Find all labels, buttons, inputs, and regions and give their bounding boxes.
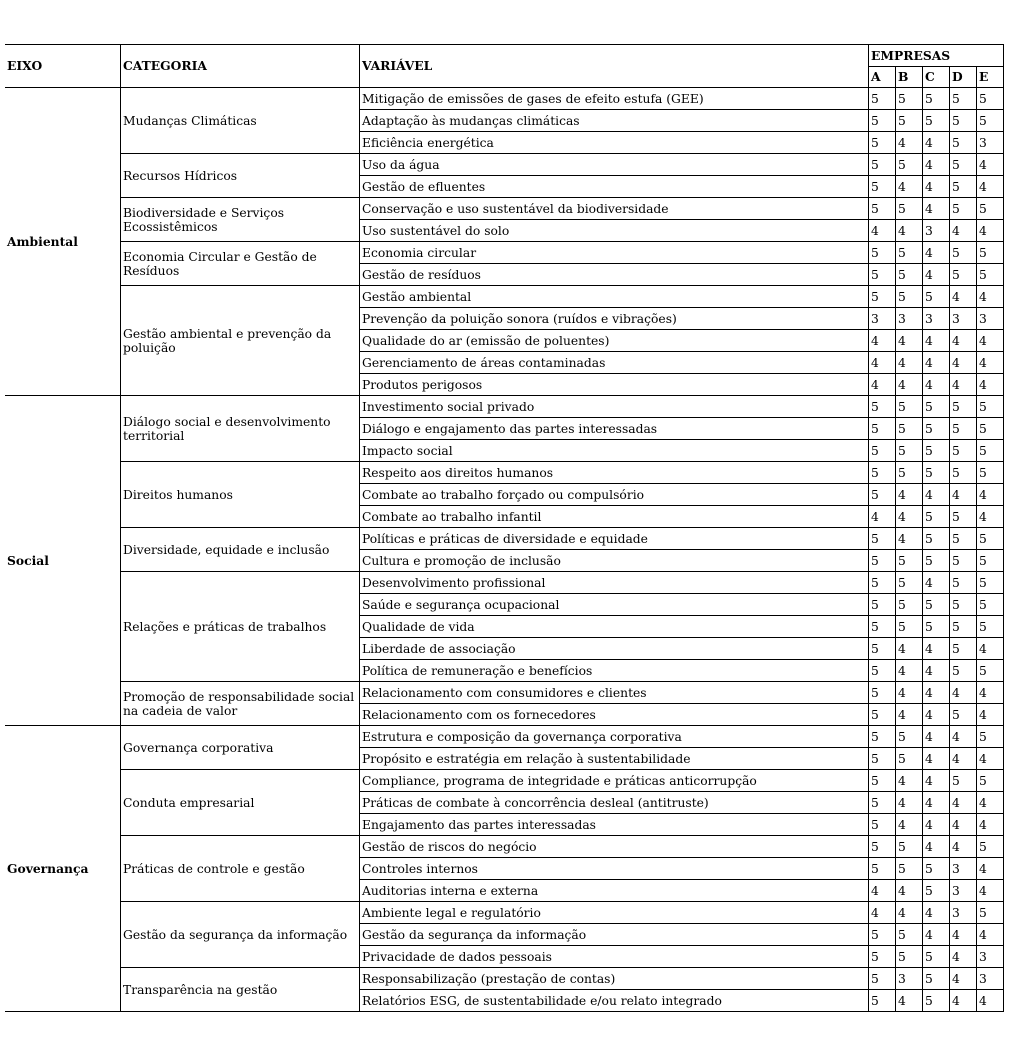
table-row bbox=[5, 198, 1004, 220]
score-cell-d: 5 bbox=[950, 198, 977, 220]
score-cell-d: 4 bbox=[950, 286, 977, 308]
variavel-cell: Estrutura e composição da governança corporativa bbox=[360, 726, 869, 748]
score-cell-b: 5 bbox=[896, 550, 923, 572]
score-cell-c: 5 bbox=[923, 396, 950, 418]
score-cell-b: 5 bbox=[896, 198, 923, 220]
categoria-cell: Direitos humanos bbox=[121, 462, 360, 528]
categoria-cell: Promoção de responsabilidade social na cadeia de valor bbox=[121, 682, 360, 726]
score-cell-a: 5 bbox=[869, 968, 896, 990]
score-cell-c: 4 bbox=[923, 572, 950, 594]
score-cell-b: 4 bbox=[896, 814, 923, 836]
score-cell-c: 4 bbox=[923, 792, 950, 814]
score-cell-e: 4 bbox=[977, 286, 1004, 308]
table-row bbox=[5, 572, 1004, 594]
variavel-cell: Auditorias interna e externa bbox=[360, 880, 869, 902]
score-cell-e: 4 bbox=[977, 154, 1004, 176]
table-row bbox=[5, 968, 1004, 990]
score-cell-a: 5 bbox=[869, 704, 896, 726]
header-company-a: A bbox=[869, 67, 896, 88]
score-cell-c: 4 bbox=[923, 704, 950, 726]
score-cell-b: 5 bbox=[896, 396, 923, 418]
score-cell-e: 5 bbox=[977, 528, 1004, 550]
score-cell-e: 5 bbox=[977, 264, 1004, 286]
score-cell-d: 4 bbox=[950, 968, 977, 990]
score-cell-b: 4 bbox=[896, 880, 923, 902]
score-cell-b: 4 bbox=[896, 770, 923, 792]
variavel-cell: Gestão de resíduos bbox=[360, 264, 869, 286]
variavel-cell: Desenvolvimento profissional bbox=[360, 572, 869, 594]
score-cell-e: 4 bbox=[977, 484, 1004, 506]
variavel-cell: Relacionamento com consumidores e clientes bbox=[360, 682, 869, 704]
table-row bbox=[5, 902, 1004, 924]
score-cell-d: 5 bbox=[950, 770, 977, 792]
variavel-cell: Propósito e estratégia em relação à sustentabilidade bbox=[360, 748, 869, 770]
score-cell-c: 3 bbox=[923, 308, 950, 330]
variavel-cell: Produtos perigosos bbox=[360, 374, 869, 396]
variavel-cell: Políticas e práticas de diversidade e equidade bbox=[360, 528, 869, 550]
table-body bbox=[5, 88, 1004, 1012]
score-cell-e: 5 bbox=[977, 396, 1004, 418]
categoria-cell: Práticas de controle e gestão bbox=[121, 836, 360, 902]
score-cell-a: 5 bbox=[869, 638, 896, 660]
score-cell-d: 4 bbox=[950, 946, 977, 968]
score-cell-c: 5 bbox=[923, 968, 950, 990]
score-cell-e: 5 bbox=[977, 242, 1004, 264]
variavel-cell: Práticas de combate à concorrência desleal (antitruste) bbox=[360, 792, 869, 814]
score-cell-a: 5 bbox=[869, 154, 896, 176]
score-cell-d: 5 bbox=[950, 572, 977, 594]
score-cell-a: 4 bbox=[869, 506, 896, 528]
score-cell-d: 4 bbox=[950, 374, 977, 396]
score-cell-d: 3 bbox=[950, 902, 977, 924]
variavel-cell: Gerenciamento de áreas contaminadas bbox=[360, 352, 869, 374]
score-cell-b: 5 bbox=[896, 462, 923, 484]
score-cell-b: 5 bbox=[896, 440, 923, 462]
score-cell-b: 5 bbox=[896, 858, 923, 880]
score-cell-d: 5 bbox=[950, 88, 977, 110]
score-cell-c: 4 bbox=[923, 484, 950, 506]
score-cell-a: 5 bbox=[869, 858, 896, 880]
score-cell-c: 4 bbox=[923, 814, 950, 836]
variavel-cell: Prevenção da poluição sonora (ruídos e vibrações) bbox=[360, 308, 869, 330]
header-company-d: D bbox=[950, 67, 977, 88]
score-cell-a: 5 bbox=[869, 946, 896, 968]
esg-evaluation-table bbox=[5, 44, 1004, 1012]
variavel-cell: Investimento social privado bbox=[360, 396, 869, 418]
variavel-cell: Uso sustentável do solo bbox=[360, 220, 869, 242]
score-cell-a: 5 bbox=[869, 836, 896, 858]
score-cell-a: 5 bbox=[869, 550, 896, 572]
score-cell-c: 5 bbox=[923, 286, 950, 308]
score-cell-c: 4 bbox=[923, 726, 950, 748]
eixo-cell: Governança bbox=[5, 726, 121, 1012]
score-cell-e: 4 bbox=[977, 858, 1004, 880]
score-cell-d: 5 bbox=[950, 396, 977, 418]
score-cell-d: 5 bbox=[950, 616, 977, 638]
eixo-cell: Social bbox=[5, 396, 121, 726]
score-cell-a: 3 bbox=[869, 308, 896, 330]
score-cell-a: 5 bbox=[869, 660, 896, 682]
score-cell-b: 5 bbox=[896, 946, 923, 968]
variavel-cell: Economia circular bbox=[360, 242, 869, 264]
score-cell-b: 4 bbox=[896, 682, 923, 704]
score-cell-d: 5 bbox=[950, 418, 977, 440]
score-cell-b: 4 bbox=[896, 220, 923, 242]
variavel-cell: Relatórios ESG, de sustentabilidade e/ou relato integrado bbox=[360, 990, 869, 1012]
score-cell-b: 4 bbox=[896, 638, 923, 660]
score-cell-e: 5 bbox=[977, 726, 1004, 748]
score-cell-e: 5 bbox=[977, 418, 1004, 440]
score-cell-a: 5 bbox=[869, 792, 896, 814]
score-cell-a: 5 bbox=[869, 132, 896, 154]
score-cell-a: 5 bbox=[869, 88, 896, 110]
score-cell-e: 4 bbox=[977, 748, 1004, 770]
variavel-cell: Diálogo e engajamento das partes interessadas bbox=[360, 418, 869, 440]
score-cell-c: 5 bbox=[923, 506, 950, 528]
header-categoria: CATEGORIA bbox=[121, 45, 360, 88]
score-cell-a: 4 bbox=[869, 880, 896, 902]
score-cell-e: 5 bbox=[977, 902, 1004, 924]
score-cell-a: 5 bbox=[869, 770, 896, 792]
score-cell-c: 4 bbox=[923, 132, 950, 154]
variavel-cell: Privacidade de dados pessoais bbox=[360, 946, 869, 968]
score-cell-c: 3 bbox=[923, 220, 950, 242]
score-cell-e: 5 bbox=[977, 88, 1004, 110]
score-cell-a: 5 bbox=[869, 110, 896, 132]
score-cell-b: 4 bbox=[896, 660, 923, 682]
variavel-cell: Eficiência energética bbox=[360, 132, 869, 154]
score-cell-b: 5 bbox=[896, 748, 923, 770]
score-cell-c: 5 bbox=[923, 550, 950, 572]
score-cell-b: 4 bbox=[896, 506, 923, 528]
score-cell-d: 3 bbox=[950, 308, 977, 330]
score-cell-e: 4 bbox=[977, 176, 1004, 198]
score-cell-e: 5 bbox=[977, 594, 1004, 616]
score-cell-b: 5 bbox=[896, 154, 923, 176]
score-cell-d: 4 bbox=[950, 990, 977, 1012]
score-cell-c: 4 bbox=[923, 176, 950, 198]
score-cell-b: 5 bbox=[896, 836, 923, 858]
score-cell-e: 5 bbox=[977, 770, 1004, 792]
variavel-cell: Mitigação de emissões de gases de efeito estufa (GEE) bbox=[360, 88, 869, 110]
score-cell-e: 4 bbox=[977, 704, 1004, 726]
categoria-cell: Relações e práticas de trabalhos bbox=[121, 572, 360, 682]
score-cell-e: 5 bbox=[977, 550, 1004, 572]
score-cell-a: 4 bbox=[869, 330, 896, 352]
score-cell-c: 4 bbox=[923, 330, 950, 352]
score-cell-e: 5 bbox=[977, 616, 1004, 638]
score-cell-e: 4 bbox=[977, 880, 1004, 902]
score-cell-e: 3 bbox=[977, 308, 1004, 330]
score-cell-b: 4 bbox=[896, 792, 923, 814]
score-cell-b: 5 bbox=[896, 88, 923, 110]
score-cell-d: 5 bbox=[950, 242, 977, 264]
variavel-cell: Compliance, programa de integridade e práticas anticorrupção bbox=[360, 770, 869, 792]
score-cell-e: 4 bbox=[977, 638, 1004, 660]
score-cell-a: 5 bbox=[869, 990, 896, 1012]
score-cell-c: 4 bbox=[923, 374, 950, 396]
table-row bbox=[5, 726, 1004, 748]
categoria-cell: Diversidade, equidade e inclusão bbox=[121, 528, 360, 572]
header-eixo: EIXO bbox=[5, 45, 121, 88]
table-row bbox=[5, 682, 1004, 704]
score-cell-c: 4 bbox=[923, 902, 950, 924]
categoria-cell: Diálogo social e desenvolvimento territorial bbox=[121, 396, 360, 462]
score-cell-d: 5 bbox=[950, 154, 977, 176]
variavel-cell: Ambiente legal e regulatório bbox=[360, 902, 869, 924]
score-cell-e: 3 bbox=[977, 132, 1004, 154]
score-cell-a: 5 bbox=[869, 198, 896, 220]
variavel-cell: Conservação e uso sustentável da biodiversidade bbox=[360, 198, 869, 220]
score-cell-d: 5 bbox=[950, 176, 977, 198]
score-cell-a: 5 bbox=[869, 594, 896, 616]
score-cell-b: 5 bbox=[896, 264, 923, 286]
score-cell-c: 4 bbox=[923, 748, 950, 770]
score-cell-a: 5 bbox=[869, 682, 896, 704]
score-cell-b: 4 bbox=[896, 374, 923, 396]
score-cell-a: 4 bbox=[869, 902, 896, 924]
score-cell-e: 4 bbox=[977, 792, 1004, 814]
score-cell-b: 5 bbox=[896, 110, 923, 132]
score-cell-e: 5 bbox=[977, 836, 1004, 858]
variavel-cell: Adaptação às mudanças climáticas bbox=[360, 110, 869, 132]
score-cell-d: 4 bbox=[950, 220, 977, 242]
score-cell-e: 5 bbox=[977, 572, 1004, 594]
score-cell-c: 5 bbox=[923, 110, 950, 132]
score-cell-c: 5 bbox=[923, 418, 950, 440]
score-cell-b: 5 bbox=[896, 726, 923, 748]
score-cell-e: 5 bbox=[977, 462, 1004, 484]
variavel-cell: Gestão de riscos do negócio bbox=[360, 836, 869, 858]
categoria-cell: Mudanças Climáticas bbox=[121, 88, 360, 154]
variavel-cell: Impacto social bbox=[360, 440, 869, 462]
score-cell-d: 4 bbox=[950, 748, 977, 770]
variavel-cell: Uso da água bbox=[360, 154, 869, 176]
variavel-cell: Controles internos bbox=[360, 858, 869, 880]
header-company-e: E bbox=[977, 67, 1004, 88]
score-cell-b: 5 bbox=[896, 286, 923, 308]
score-cell-c: 5 bbox=[923, 88, 950, 110]
score-cell-d: 5 bbox=[950, 550, 977, 572]
score-cell-a: 5 bbox=[869, 616, 896, 638]
score-cell-a: 5 bbox=[869, 264, 896, 286]
score-cell-e: 4 bbox=[977, 506, 1004, 528]
score-cell-a: 5 bbox=[869, 484, 896, 506]
score-cell-c: 4 bbox=[923, 154, 950, 176]
score-cell-c: 5 bbox=[923, 528, 950, 550]
score-cell-d: 5 bbox=[950, 462, 977, 484]
categoria-cell: Gestão ambiental e prevenção da poluição bbox=[121, 286, 360, 396]
score-cell-e: 3 bbox=[977, 968, 1004, 990]
score-cell-b: 5 bbox=[896, 242, 923, 264]
score-cell-d: 4 bbox=[950, 792, 977, 814]
score-cell-d: 5 bbox=[950, 704, 977, 726]
table-row bbox=[5, 242, 1004, 264]
table-row bbox=[5, 396, 1004, 418]
score-cell-d: 3 bbox=[950, 858, 977, 880]
score-cell-c: 4 bbox=[923, 770, 950, 792]
score-cell-c: 4 bbox=[923, 682, 950, 704]
score-cell-b: 5 bbox=[896, 594, 923, 616]
score-cell-d: 5 bbox=[950, 440, 977, 462]
score-cell-d: 4 bbox=[950, 352, 977, 374]
score-cell-b: 4 bbox=[896, 330, 923, 352]
score-cell-c: 4 bbox=[923, 924, 950, 946]
categoria-cell: Transparência na gestão bbox=[121, 968, 360, 1012]
score-cell-b: 4 bbox=[896, 176, 923, 198]
score-cell-d: 3 bbox=[950, 880, 977, 902]
score-cell-e: 4 bbox=[977, 374, 1004, 396]
score-cell-c: 4 bbox=[923, 660, 950, 682]
table-row bbox=[5, 286, 1004, 308]
score-cell-a: 5 bbox=[869, 528, 896, 550]
score-cell-e: 5 bbox=[977, 198, 1004, 220]
score-cell-c: 5 bbox=[923, 462, 950, 484]
score-cell-b: 5 bbox=[896, 924, 923, 946]
score-cell-e: 4 bbox=[977, 682, 1004, 704]
score-cell-b: 4 bbox=[896, 990, 923, 1012]
table-row bbox=[5, 770, 1004, 792]
score-cell-a: 5 bbox=[869, 924, 896, 946]
score-cell-c: 5 bbox=[923, 990, 950, 1012]
score-cell-a: 4 bbox=[869, 220, 896, 242]
variavel-cell: Gestão da segurança da informação bbox=[360, 924, 869, 946]
score-cell-b: 5 bbox=[896, 572, 923, 594]
score-cell-e: 4 bbox=[977, 330, 1004, 352]
categoria-cell: Conduta empresarial bbox=[121, 770, 360, 836]
variavel-cell: Liberdade de associação bbox=[360, 638, 869, 660]
score-cell-b: 4 bbox=[896, 484, 923, 506]
variavel-cell: Saúde e segurança ocupacional bbox=[360, 594, 869, 616]
table-row bbox=[5, 88, 1004, 110]
score-cell-a: 5 bbox=[869, 242, 896, 264]
score-cell-c: 5 bbox=[923, 594, 950, 616]
variavel-cell: Gestão de efluentes bbox=[360, 176, 869, 198]
variavel-cell: Qualidade do ar (emissão de poluentes) bbox=[360, 330, 869, 352]
score-cell-d: 4 bbox=[950, 814, 977, 836]
score-cell-c: 5 bbox=[923, 946, 950, 968]
score-cell-b: 5 bbox=[896, 418, 923, 440]
score-cell-e: 5 bbox=[977, 110, 1004, 132]
score-cell-c: 4 bbox=[923, 242, 950, 264]
score-cell-d: 4 bbox=[950, 330, 977, 352]
score-cell-c: 4 bbox=[923, 836, 950, 858]
variavel-cell: Política de remuneração e benefícios bbox=[360, 660, 869, 682]
score-cell-a: 4 bbox=[869, 374, 896, 396]
score-cell-e: 4 bbox=[977, 220, 1004, 242]
score-cell-d: 5 bbox=[950, 638, 977, 660]
variavel-cell: Qualidade de vida bbox=[360, 616, 869, 638]
score-cell-d: 5 bbox=[950, 528, 977, 550]
score-cell-d: 5 bbox=[950, 132, 977, 154]
score-cell-b: 5 bbox=[896, 616, 923, 638]
variavel-cell: Respeito aos direitos humanos bbox=[360, 462, 869, 484]
score-cell-c: 4 bbox=[923, 352, 950, 374]
score-cell-c: 4 bbox=[923, 198, 950, 220]
score-cell-b: 3 bbox=[896, 308, 923, 330]
score-cell-c: 5 bbox=[923, 616, 950, 638]
variavel-cell: Cultura e promoção de inclusão bbox=[360, 550, 869, 572]
table-row bbox=[5, 836, 1004, 858]
variavel-cell: Responsabilização (prestação de contas) bbox=[360, 968, 869, 990]
score-cell-a: 5 bbox=[869, 176, 896, 198]
score-cell-d: 4 bbox=[950, 682, 977, 704]
score-cell-a: 5 bbox=[869, 440, 896, 462]
score-cell-d: 5 bbox=[950, 264, 977, 286]
score-cell-a: 5 bbox=[869, 814, 896, 836]
score-cell-e: 5 bbox=[977, 440, 1004, 462]
categoria-cell: Governança corporativa bbox=[121, 726, 360, 770]
score-cell-e: 4 bbox=[977, 352, 1004, 374]
score-cell-d: 4 bbox=[950, 836, 977, 858]
score-cell-d: 5 bbox=[950, 506, 977, 528]
eixo-cell: Ambiental bbox=[5, 88, 121, 396]
header-empresas: EMPRESAS bbox=[869, 45, 1004, 67]
score-cell-a: 5 bbox=[869, 462, 896, 484]
header-company-c: C bbox=[923, 67, 950, 88]
score-cell-b: 3 bbox=[896, 968, 923, 990]
score-cell-d: 5 bbox=[950, 660, 977, 682]
score-cell-b: 4 bbox=[896, 352, 923, 374]
variavel-cell: Relacionamento com os fornecedores bbox=[360, 704, 869, 726]
score-cell-a: 5 bbox=[869, 396, 896, 418]
score-cell-c: 4 bbox=[923, 264, 950, 286]
score-cell-c: 5 bbox=[923, 880, 950, 902]
categoria-cell: Gestão da segurança da informação bbox=[121, 902, 360, 968]
score-cell-e: 4 bbox=[977, 990, 1004, 1012]
score-cell-d: 4 bbox=[950, 484, 977, 506]
categoria-cell: Biodiversidade e Serviços Ecossistêmicos bbox=[121, 198, 360, 242]
score-cell-e: 5 bbox=[977, 660, 1004, 682]
table-row bbox=[5, 462, 1004, 484]
score-cell-e: 4 bbox=[977, 814, 1004, 836]
score-cell-c: 5 bbox=[923, 440, 950, 462]
variavel-cell: Engajamento das partes interessadas bbox=[360, 814, 869, 836]
variavel-cell: Combate ao trabalho forçado ou compulsório bbox=[360, 484, 869, 506]
score-cell-d: 5 bbox=[950, 594, 977, 616]
score-cell-a: 5 bbox=[869, 418, 896, 440]
score-cell-b: 4 bbox=[896, 528, 923, 550]
categoria-cell: Economia Circular e Gestão de Resíduos bbox=[121, 242, 360, 286]
score-cell-d: 5 bbox=[950, 110, 977, 132]
score-cell-a: 5 bbox=[869, 726, 896, 748]
variavel-cell: Combate ao trabalho infantil bbox=[360, 506, 869, 528]
score-cell-c: 5 bbox=[923, 858, 950, 880]
score-cell-b: 4 bbox=[896, 704, 923, 726]
score-cell-a: 4 bbox=[869, 352, 896, 374]
header-company-b: B bbox=[896, 67, 923, 88]
score-cell-a: 5 bbox=[869, 748, 896, 770]
categoria-cell: Recursos Hídricos bbox=[121, 154, 360, 198]
table-row bbox=[5, 528, 1004, 550]
score-cell-e: 4 bbox=[977, 924, 1004, 946]
score-cell-d: 4 bbox=[950, 726, 977, 748]
score-cell-c: 4 bbox=[923, 638, 950, 660]
variavel-cell: Gestão ambiental bbox=[360, 286, 869, 308]
score-cell-b: 4 bbox=[896, 902, 923, 924]
score-cell-d: 4 bbox=[950, 924, 977, 946]
table-row bbox=[5, 154, 1004, 176]
score-cell-a: 5 bbox=[869, 286, 896, 308]
score-cell-a: 5 bbox=[869, 572, 896, 594]
score-cell-e: 3 bbox=[977, 946, 1004, 968]
score-cell-b: 4 bbox=[896, 132, 923, 154]
header-variavel: VARIÁVEL bbox=[360, 45, 869, 88]
